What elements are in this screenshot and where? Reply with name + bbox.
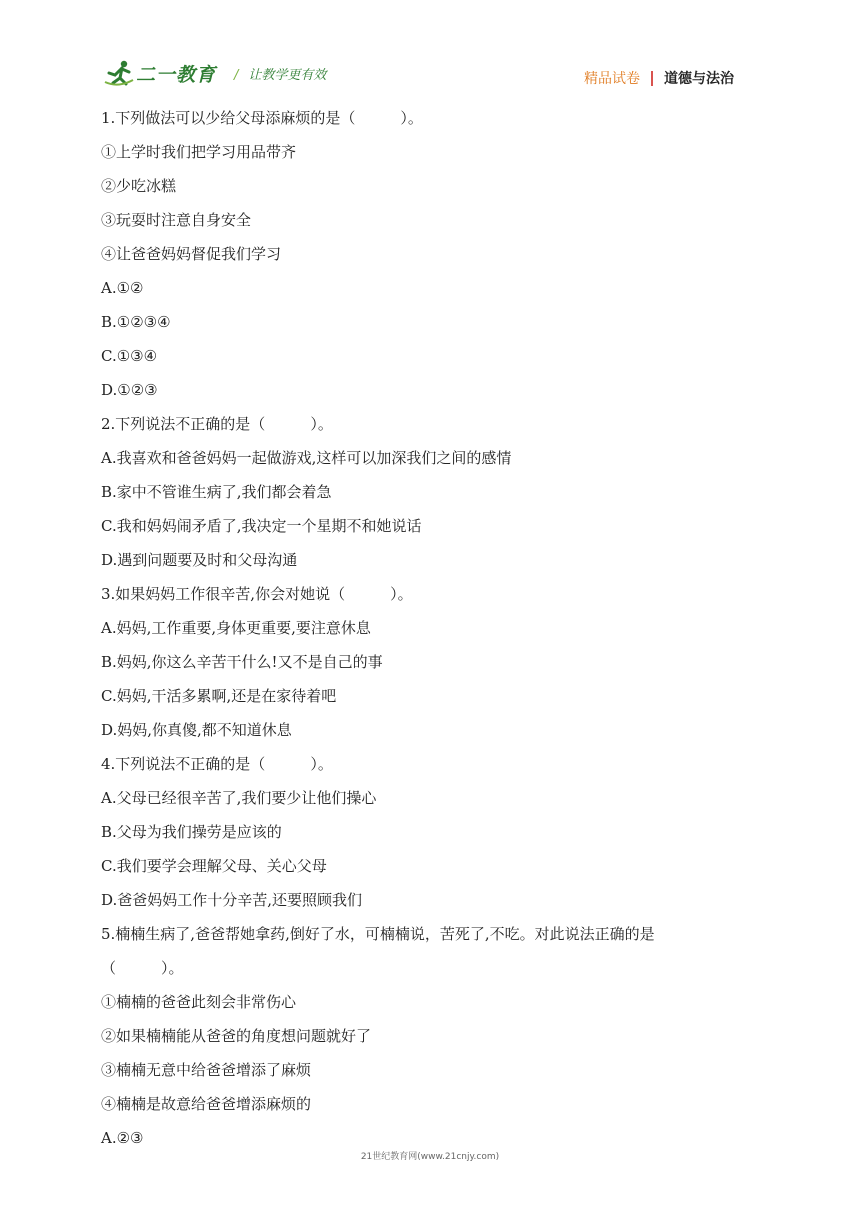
slogan-separator: / <box>234 67 239 83</box>
question-1-option-d: D.①②③ <box>101 381 158 399</box>
question-2-option-d: D.遇到问题要及时和父母沟通 <box>101 551 298 569</box>
slogan <box>234 64 326 83</box>
tag-premium-test: 精品试卷 <box>584 71 640 87</box>
slogan-text: 让教学更有效 <box>248 67 327 83</box>
question-4-option-c: C.我们要学会理解父母、关心父母 <box>101 857 327 875</box>
page-header <box>0 0 860 100</box>
question-4-option-d: D.爸爸妈妈工作十分辛苦,还要照顾我们 <box>101 891 363 909</box>
runner-logo-icon <box>104 58 134 88</box>
question-1-option-a: A.①② <box>101 279 144 297</box>
question-2-option-b: B.家中不管谁生病了,我们都会着急 <box>101 483 332 501</box>
question-5-stem-continued: （ ）。 <box>101 959 184 977</box>
question-1-stem: 1.下列做法可以少给父母添麻烦的是（ ）。 <box>101 109 423 127</box>
question-list <box>101 101 771 1155</box>
paper-category <box>584 68 734 88</box>
question-5-statement-4: ④楠楠是故意给爸爸增添麻烦的 <box>101 1095 312 1113</box>
tag-subject: 道德与法治 <box>664 71 734 87</box>
question-5-statement-3: ③楠楠无意中给爸爸增添了麻烦 <box>101 1061 312 1079</box>
question-1-statement-4: ④让爸爸妈妈督促我们学习 <box>101 245 282 263</box>
question-2-option-a: A.我喜欢和爸爸妈妈一起做游戏,这样可以加深我们之间的感情 <box>101 449 512 467</box>
logo-text: 二一教育 <box>136 63 217 86</box>
question-1-option-b: B.①②③④ <box>101 313 171 331</box>
question-1-option-c: C.①③④ <box>101 347 158 365</box>
question-1-statement-1: ①上学时我们把学习用品带齐 <box>101 143 297 161</box>
question-4-option-a: A.父母已经很辛苦了,我们要少让他们操心 <box>101 789 377 807</box>
question-5-statement-2: ②如果楠楠能从爸爸的角度想问题就好了 <box>101 1027 372 1045</box>
question-4-option-b: B.父母为我们操劳是应该的 <box>101 823 282 841</box>
question-3-option-b: B.妈妈,你这么辛苦干什么!又不是自己的事 <box>101 653 383 671</box>
question-1-statement-2: ②少吃冰糕 <box>101 177 177 195</box>
question-2-stem: 2.下列说法不正确的是（ ）。 <box>101 415 333 433</box>
tag-divider <box>651 71 653 86</box>
question-4-stem: 4.下列说法不正确的是（ ）。 <box>101 755 333 773</box>
question-2-option-c: C.我和妈妈闹矛盾了,我决定一个星期不和她说话 <box>101 517 422 535</box>
question-5-stem: 5.楠楠生病了,爸爸帮她拿药,倒好了水，可楠楠说，苦死了,不吃。对此说法正确的是 <box>101 925 655 943</box>
question-3-option-c: C.妈妈,干活多累啊,还是在家待着吧 <box>101 687 337 705</box>
question-5-statement-1: ①楠楠的爸爸此刻会非常伤心 <box>101 993 297 1011</box>
question-1-statement-3: ③玩耍时注意自身安全 <box>101 211 252 229</box>
brand-logo <box>104 56 326 90</box>
question-5-option-a: A.②③ <box>101 1129 144 1147</box>
question-3-option-d: D.妈妈,你真傻,都不知道休息 <box>101 721 292 739</box>
question-3-option-a: A.妈妈,工作重要,身体更重要,要注意休息 <box>101 619 371 637</box>
page-footer: 21世纪教育网(www.21cnjy.com) <box>360 1152 500 1162</box>
question-3-stem: 3.如果妈妈工作很辛苦,你会对她说（ ）。 <box>101 585 413 603</box>
